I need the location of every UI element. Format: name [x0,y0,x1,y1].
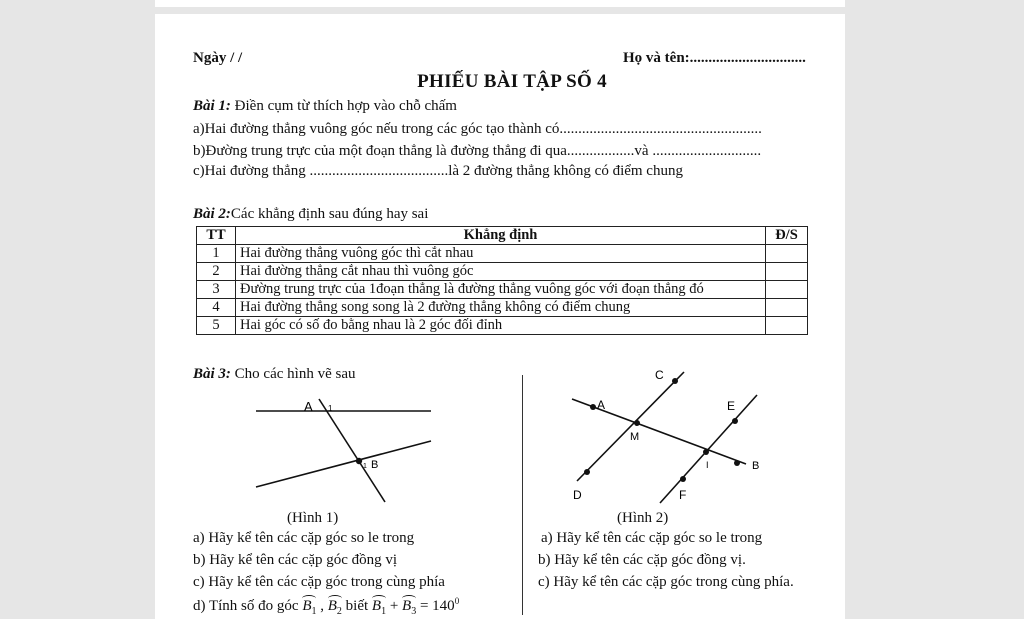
question-d-plus: + [386,598,403,614]
bai1-heading: Bài 1: [193,98,231,114]
bai2-heading-line [193,206,428,223]
angle-subscript: 1 [381,606,387,617]
figure1-question-b: b) Hãy kể tên các cặp góc đồng vị [193,552,398,568]
bai3-heading: Bài 3: [193,366,231,382]
row-answer-cell[interactable] [766,245,808,263]
student-name-label: Họ và tên:............................... [623,50,806,66]
column-header-tt: TT [197,227,236,245]
angle-letter: B [402,598,412,614]
table-row [197,263,808,281]
bai1-line-a: a)Hai đường thẳng vuông góc nếu trong các góc tạo thành có...................................................... [193,121,762,137]
column-divider [522,375,523,615]
row-statement: Hai góc có số đo bằng nhau là 2 góc đối đỉnh [236,317,766,335]
figure2-label-F: F [679,488,687,502]
bai2-heading: Bài 2: [193,206,231,222]
question-d-middle: biết [341,598,372,614]
page-title: PHIẾU BÀI TẬP SỐ 4 [417,71,607,92]
figure1-transversal [319,399,385,502]
figure2-point-M [634,420,640,426]
angle-letter: B [302,598,312,614]
figure2-label-D: D [573,488,582,502]
figure1-line-bottom [256,441,431,487]
row-number: 5 [197,317,236,335]
angle-B1-b [372,598,386,617]
row-answer-cell[interactable] [766,299,808,317]
angle-subscript: 1 [311,606,317,617]
bai1-line-c: c)Hai đường thẳng .....................................là 2 đường thẳng không có điểm chung [193,163,683,179]
column-header-statement: Khẳng định [236,227,766,245]
figure2-diagram [560,365,780,510]
angle-B2 [328,598,342,617]
row-statement: Hai đường thẳng cắt nhau thì vuông góc [236,263,766,281]
angle-B3 [402,598,416,617]
angle-B1 [302,598,316,617]
figure2-question-c: c) Hãy kể tên các cặp góc trong cùng phía. [538,574,794,590]
figure2-label-E: E [727,399,736,413]
figure2-point-B [734,460,740,466]
bai1-line-b: b)Đường trung trực của một đoạn thẳng là đường thẳng đi qua..................và ............................. [193,143,762,159]
figure2-point-I [703,449,709,455]
figure2-label-B: B [752,460,760,472]
true-false-table [196,226,808,335]
row-answer-cell[interactable] [766,263,808,281]
row-number: 4 [197,299,236,317]
figure2-question-a: a) Hãy kể tên các cặp góc so le trong [541,530,763,546]
figure1-label-angle1: 1 [328,404,333,413]
date-label: Ngày / / [193,50,243,66]
figure2-point-F [680,476,686,482]
figure2-label-C: C [655,368,664,382]
figure1-caption: (Hình 1) [287,510,339,526]
previous-page-edge [155,0,845,7]
bai1-heading-line [193,98,457,115]
bai1-instruction: Điền cụm từ thích hợp vào chỗ chấm [234,98,457,114]
figure1-label-A: A [304,399,313,414]
figure2-label-I: I [706,460,709,470]
angle-letter: B [327,598,337,614]
figure1-question-a: a) Hãy kể tên các cặp góc so le trong [193,530,415,546]
row-answer-cell[interactable] [766,281,808,299]
figure2-label-M: M [630,431,640,443]
table-row [197,299,808,317]
figure2-caption: (Hình 2) [617,510,669,526]
column-header-ds: Đ/S [766,227,808,245]
figure2-label-A: A [597,398,606,412]
figure2-line-CD [577,372,684,481]
figure1-point-B [356,458,362,464]
table-row [197,245,808,263]
angle-subscript: 3 [411,606,417,617]
figure2-line-EF [660,395,760,503]
bai2-instruction: Các khẳng định sau đúng hay sai [230,206,429,222]
figure2-point-A [590,404,596,410]
figure2-point-C [672,378,678,384]
question-d-prefix: d) Tính số đo góc [193,598,303,614]
figure1-diagram [240,390,450,510]
row-statement: Đường trung trực của 1đoạn thẳng là đường thẳng vuông góc với đoạn thẳng đó [236,281,766,299]
angle-subscript: 2 [336,606,342,617]
row-number: 2 [197,263,236,281]
figure2-point-E [732,418,738,424]
figure1-question-d [193,596,459,617]
figure1-question-c: c) Hãy kể tên các cặp góc trong cùng phía [193,574,445,590]
question-d-value: = 140 [416,598,455,614]
degree-superscript: 0 [454,596,460,606]
row-number: 3 [197,281,236,299]
table-header-row [197,227,808,245]
row-statement: Hai đường thẳng song song là 2 đường thẳng không có điểm chung [236,299,766,317]
row-statement: Hai đường thẳng vuông góc thì cắt nhau [236,245,766,263]
table-row [197,317,808,335]
row-number: 1 [197,245,236,263]
figure1-label-B: B [371,459,379,471]
figure1-label-B-angle: 1 [363,463,367,470]
angle-letter: B [371,598,382,614]
row-answer-cell[interactable] [766,317,808,335]
question-d-comma: , [316,598,328,614]
bai3-instruction: Cho các hình vẽ sau [234,366,356,382]
bai3-heading-line [193,366,355,383]
figure2-question-b: b) Hãy kể tên các cặp góc đồng vị. [538,552,746,568]
table-row [197,281,808,299]
figure2-point-D [584,469,590,475]
